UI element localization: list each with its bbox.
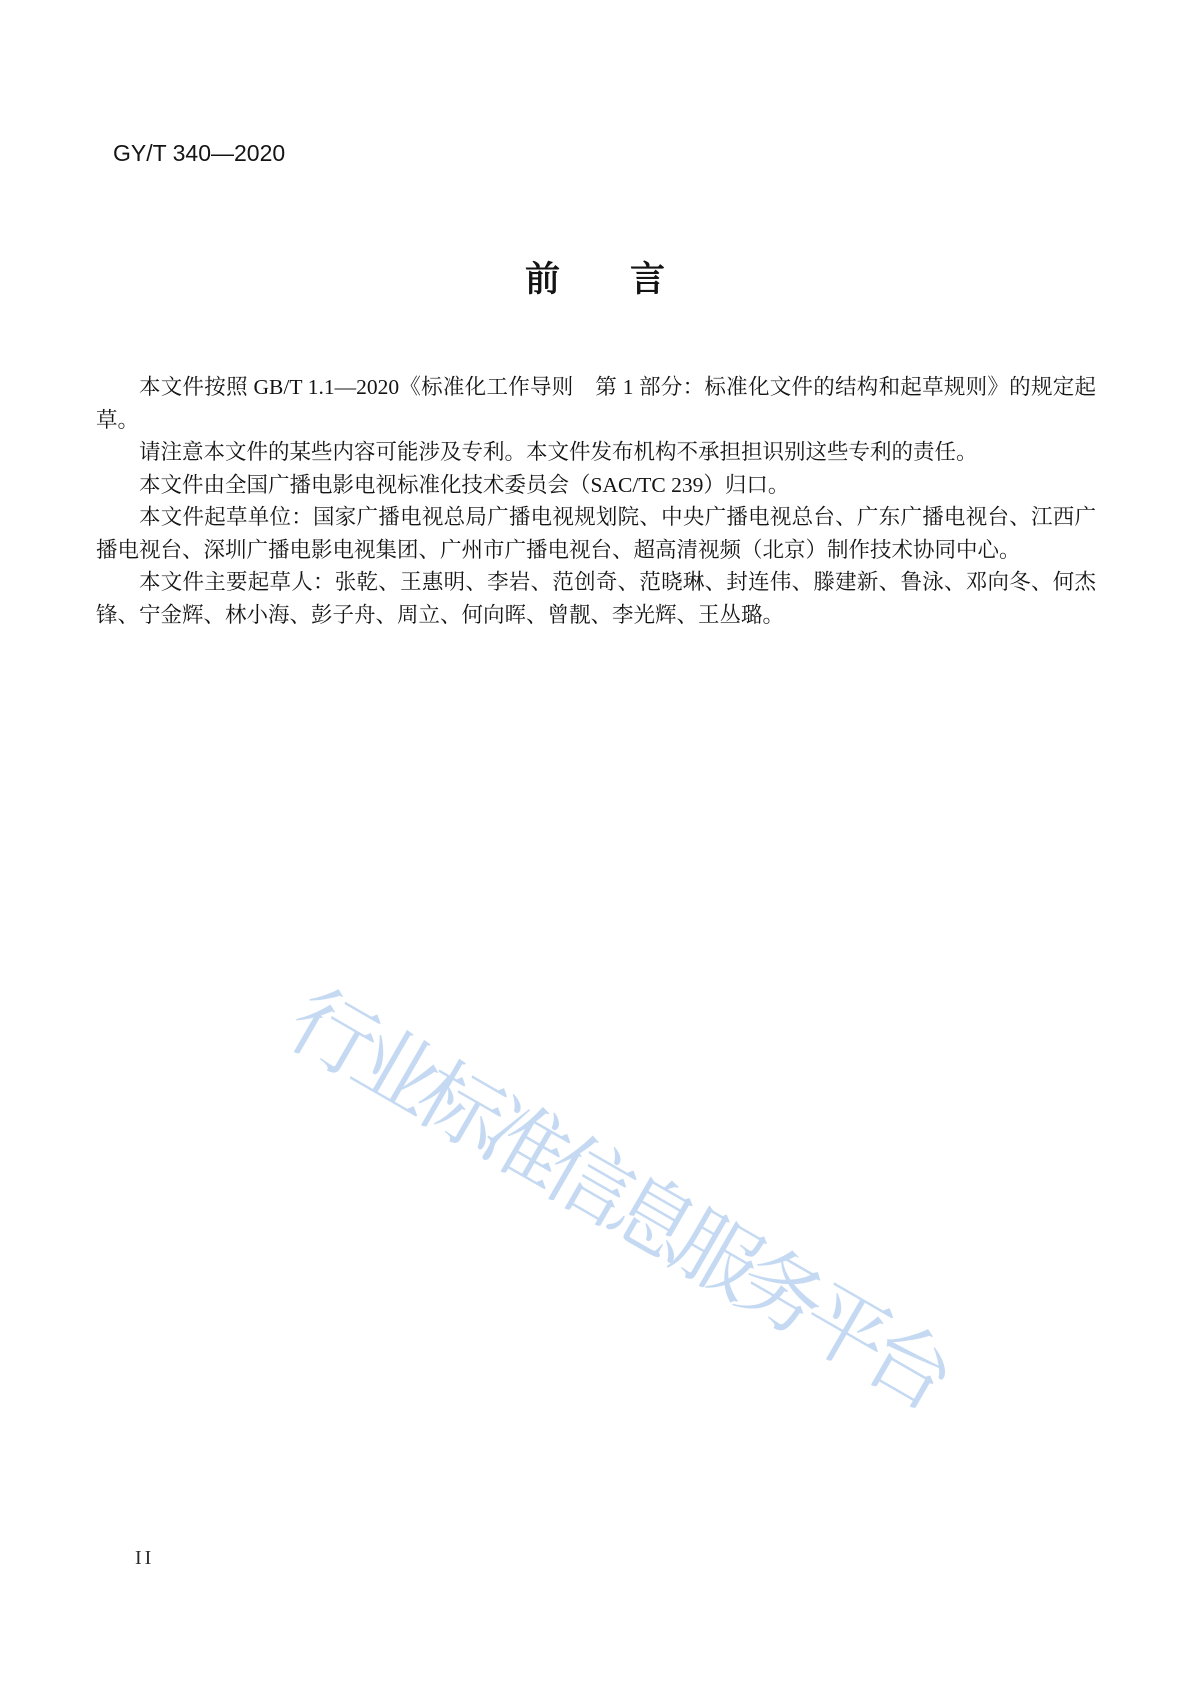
paragraph-drafting-rules: 本文件按照 GB/T 1.1—2020《标准化工作导则 第 1 部分：标准化文件的结构和起草规则》的规定起草。 [96, 375, 1096, 432]
paragraph-drafting-organizations: 本文件起草单位：国家广播电视总局广播电视规划院、中央广播电视总台、广东广播电视台、江西广播电视台、深圳广播电影电视集团、广州市广播电视台、超高清视频（北京）制作技术协同中心。 [96, 505, 1096, 562]
paragraph-patent-notice: 请注意本文件的某些内容可能涉及专利。本文件发布机构不承担担识别这些专利的责任。 [139, 440, 978, 464]
paragraph-committee: 本文件由全国广播电影电视标准化技术委员会（SAC/TC 239）归口。 [139, 472, 790, 497]
page-number: II [135, 1547, 155, 1569]
document-number: GY/T 340—2020 [113, 140, 286, 166]
foreword-body [96, 371, 1096, 631]
page-title: 前 言 [524, 260, 665, 299]
watermark-text: 行业标准信息服务平台 [273, 973, 961, 1425]
paragraph-main-drafters: 本文件主要起草人：张乾、王惠明、李岩、范创奇、范晓琳、封连伟、滕建新、鲁泳、邓向冬、何杰锋、宁金辉、林小海、彭子舟、周立、何向晖、曾靓、李光辉、王丛璐。 [96, 570, 1096, 627]
